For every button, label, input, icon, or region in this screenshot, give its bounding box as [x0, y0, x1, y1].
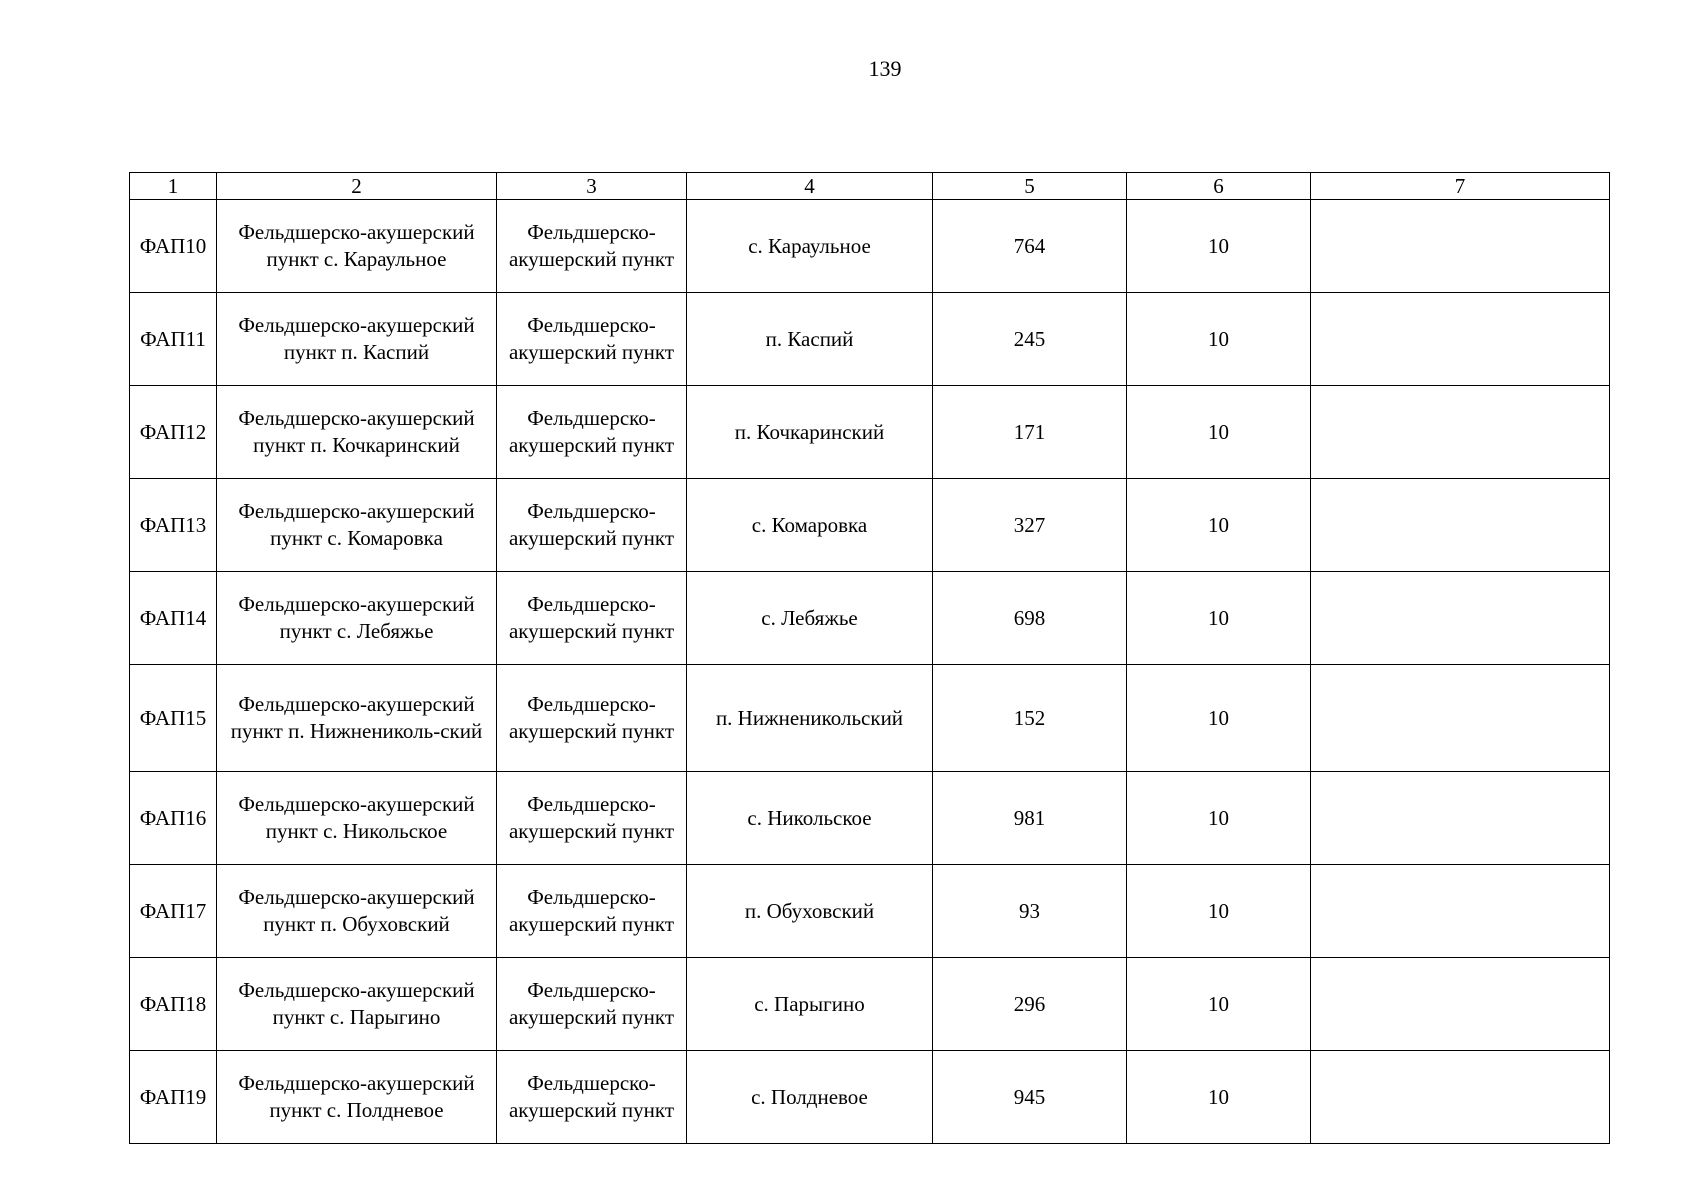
facility-type-cell: Фельдшерско-акушерский пункт [497, 865, 687, 958]
location-cell: с. Полдневое [687, 1051, 933, 1144]
facility-name-cell: Фельдшерско-акушерский пункт п. Нижнениколь-ский [217, 665, 497, 772]
table-row [130, 293, 1610, 386]
facility-code-cell: ФАП16 [130, 772, 217, 865]
facility-type-cell: Фельдшерско-акушерский пункт [497, 772, 687, 865]
column-5-value-cell: 296 [933, 958, 1127, 1051]
table-row [130, 865, 1610, 958]
facility-type-cell: Фельдшерско-акушерский пункт [497, 200, 687, 293]
facility-type-cell: Фельдшерско-акушерский пункт [497, 479, 687, 572]
column-6-value-cell: 10 [1127, 479, 1311, 572]
column-5-value-cell: 764 [933, 200, 1127, 293]
column-number-row [130, 173, 1610, 200]
column-6-value-cell: 10 [1127, 293, 1311, 386]
column-7-value-cell [1311, 1051, 1610, 1144]
column-6-value-cell: 10 [1127, 772, 1311, 865]
column-5-value-cell: 981 [933, 772, 1127, 865]
table-row [130, 1051, 1610, 1144]
facility-type-cell: Фельдшерско-акушерский пункт [497, 665, 687, 772]
facility-type-cell: Фельдшерско-акушерский пункт [497, 958, 687, 1051]
facility-name-cell: Фельдшерско-акушерский пункт с. Караульное [217, 200, 497, 293]
facility-name-cell: Фельдшерско-акушерский пункт с. Полдневое [217, 1051, 497, 1144]
location-cell: с. Лебяжье [687, 572, 933, 665]
column-5-value-cell: 245 [933, 293, 1127, 386]
location-cell: п. Каспий [687, 293, 933, 386]
column-7-value-cell [1311, 772, 1610, 865]
column-5-value-cell: 152 [933, 665, 1127, 772]
column-7-value-cell [1311, 479, 1610, 572]
facility-name-cell: Фельдшерско-акушерский пункт с. Парыгино [217, 958, 497, 1051]
column-5-value-cell: 945 [933, 1051, 1127, 1144]
column-5-value-cell: 698 [933, 572, 1127, 665]
facility-name-cell: Фельдшерско-акушерский пункт п. Обуховский [217, 865, 497, 958]
table-row [130, 772, 1610, 865]
facility-code-cell: ФАП12 [130, 386, 217, 479]
table-row [130, 958, 1610, 1051]
facility-code-cell: ФАП18 [130, 958, 217, 1051]
location-cell: с. Парыгино [687, 958, 933, 1051]
column-6-value-cell: 10 [1127, 200, 1311, 293]
facility-name-cell: Фельдшерско-акушерский пункт п. Кочкаринский [217, 386, 497, 479]
facility-code-cell: ФАП11 [130, 293, 217, 386]
table-row [130, 665, 1610, 772]
facility-type-cell: Фельдшерско-акушерский пункт [497, 1051, 687, 1144]
facility-type-cell: Фельдшерско-акушерский пункт [497, 293, 687, 386]
facility-code-cell: ФАП10 [130, 200, 217, 293]
column-7-value-cell [1311, 958, 1610, 1051]
location-cell: с. Караульное [687, 200, 933, 293]
location-cell: п. Обуховский [687, 865, 933, 958]
column-number-header: 4 [687, 173, 933, 200]
table-row [130, 479, 1610, 572]
column-number-header: 2 [217, 173, 497, 200]
facility-name-cell: Фельдшерско-акушерский пункт с. Никольское [217, 772, 497, 865]
page-number: 139 [868, 56, 902, 81]
column-7-value-cell [1311, 865, 1610, 958]
facility-code-cell: ФАП19 [130, 1051, 217, 1144]
column-number-header: 6 [1127, 173, 1311, 200]
facility-code-cell: ФАП14 [130, 572, 217, 665]
location-cell: с. Никольское [687, 772, 933, 865]
column-5-value-cell: 171 [933, 386, 1127, 479]
column-6-value-cell: 10 [1127, 665, 1311, 772]
location-cell: п. Кочкаринский [687, 386, 933, 479]
column-6-value-cell: 10 [1127, 1051, 1311, 1144]
facilities-table [129, 172, 1610, 1144]
column-7-value-cell [1311, 665, 1610, 772]
facility-type-cell: Фельдшерско-акушерский пункт [497, 386, 687, 479]
facility-name-cell: Фельдшерско-акушерский пункт с. Лебяжье [217, 572, 497, 665]
column-number-header: 5 [933, 173, 1127, 200]
column-5-value-cell: 327 [933, 479, 1127, 572]
table-row [130, 572, 1610, 665]
column-7-value-cell [1311, 386, 1610, 479]
table-row [130, 200, 1610, 293]
column-6-value-cell: 10 [1127, 865, 1311, 958]
table-row [130, 386, 1610, 479]
column-7-value-cell [1311, 200, 1610, 293]
facility-code-cell: ФАП17 [130, 865, 217, 958]
facility-name-cell: Фельдшерско-акушерский пункт с. Комаровка [217, 479, 497, 572]
column-number-header: 1 [130, 173, 217, 200]
facility-code-cell: ФАП13 [130, 479, 217, 572]
location-cell: п. Нижненикольский [687, 665, 933, 772]
facility-type-cell: Фельдшерско-акушерский пункт [497, 572, 687, 665]
facility-name-cell: Фельдшерско-акушерский пункт п. Каспий [217, 293, 497, 386]
column-number-header: 7 [1311, 173, 1610, 200]
column-6-value-cell: 10 [1127, 572, 1311, 665]
column-7-value-cell [1311, 293, 1610, 386]
column-5-value-cell: 93 [933, 865, 1127, 958]
column-number-header: 3 [497, 173, 687, 200]
column-6-value-cell: 10 [1127, 958, 1311, 1051]
column-7-value-cell [1311, 572, 1610, 665]
location-cell: с. Комаровка [687, 479, 933, 572]
facility-code-cell: ФАП15 [130, 665, 217, 772]
column-6-value-cell: 10 [1127, 386, 1311, 479]
